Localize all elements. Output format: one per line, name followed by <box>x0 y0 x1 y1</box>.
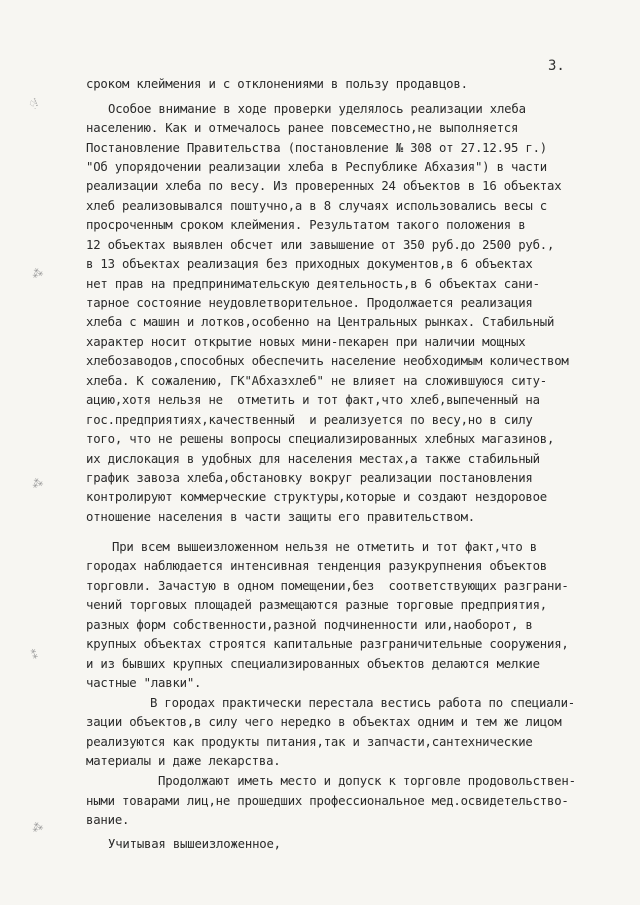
text-line: гос.предприятиях,качественный и реализуется по весу,но в силу <box>86 413 533 427</box>
text-line: сроком клеймения и с отклонениями в пользу продавцов. <box>86 77 468 91</box>
text-line: реализации хлеба по весу. Из проверенных 24 объектов в 16 объектах <box>86 179 562 193</box>
text-line: хлеба. К сожалению, ГК"Абхазхлеб" не влияет на сложившуюся ситу- <box>86 374 548 388</box>
text-line: Учитывая вышеизложенное, <box>108 837 281 851</box>
text-line: При всем вышеизложенном нельзя не отметить и тот факт,что в <box>112 540 537 554</box>
text-line: ными товарами лиц,не прошедших профессиональное мед.освидетельство- <box>86 794 569 808</box>
text-line: зации объектов,в силу чего нередко в объектах одним и тем же лицом <box>86 715 562 729</box>
text-line: торговли. Зачастую в одном помещении,без соответствующих разграни- <box>86 579 569 593</box>
text-line: контролируют коммерческие структуры,которые и создают нездоровое <box>86 490 548 504</box>
binder-mark: ׅ♢ⵂ <box>27 96 39 111</box>
text-line: график завоза хлеба,обстановку вокруг реализации постановления <box>86 471 533 485</box>
text-line: отношение населения в части защиты его правительством. <box>86 510 475 524</box>
binder-mark: ⁂ <box>30 475 44 492</box>
text-line: крупных объектах строятся капитальные разграничительные сооружения, <box>86 637 569 651</box>
text-line: хлебозаводов,способных обеспечить население необходимым количеством <box>86 354 569 368</box>
text-line: Продолжают иметь место и допуск к торговле продовольствен- <box>158 774 576 788</box>
text-line: вание. <box>86 813 130 827</box>
text-line: просроченным сроком клеймения. Результатом такого положения в <box>86 218 526 232</box>
text-line: Особое внимание в ходе проверки уделялось реализации хлеба <box>108 102 526 116</box>
text-line: в 13 объектах реализация без приходных документов,в 6 объектах <box>86 257 533 271</box>
text-line: материалы и даже лекарства. <box>86 754 281 768</box>
text-line: хлеб реализовывался поштучно,а в 8 случаях использовались весы с <box>86 199 548 213</box>
text-line: ацию,хотя нельзя не отметить и тот факт,что хлеб,выпеченный на <box>86 393 540 407</box>
text-line: хлеба с машин и лотков,особенно на Центральных рынках. Стабильный <box>86 315 555 329</box>
text-line: городах наблюдается интенсивная тенденция разукрупнения объектов <box>86 559 548 573</box>
text-line: разных форм собственности,разной подчиненности или,наоборот, в <box>86 618 533 632</box>
text-line: того, что не решены вопросы специализированных хлебных магазинов, <box>86 432 555 446</box>
binder-mark: ⁂ <box>30 819 44 836</box>
text-line: тарное состояние неудовлетворительное. Продолжается реализация <box>86 296 533 310</box>
binder-mark: ⁂ <box>30 265 44 282</box>
text-line: реализуются как продукты питания,так и запчасти,сантехнические <box>86 735 533 749</box>
text-line: Постановление Правительства (постановление № 308 от 27.12.95 г.) <box>86 141 548 155</box>
binder-mark: ⁑ <box>29 648 39 663</box>
page-number: 3. <box>548 58 565 74</box>
text-line: чений торговых площадей размещаются разные торговые предприятия, <box>86 598 548 612</box>
text-line: 12 объектах выявлен обсчет или завышение от 350 руб.до 2500 руб., <box>86 238 555 252</box>
text-line: частные "лавки". <box>86 676 202 690</box>
text-line: нет прав на предпринимательскую деятельность,в 6 объектах сани- <box>86 277 540 291</box>
text-line: населению. Как и отмечалось ранее повсеместно,не выполняется <box>86 121 519 135</box>
text-line: характер носит открытие новых мини-пекарен при наличии мощных <box>86 335 526 349</box>
text-line: В городах практически перестала вестись работа по специали- <box>150 696 575 710</box>
text-line: их дислокация в удобных для населения местах,а также стабильный <box>86 452 540 466</box>
text-line: и из бывших крупных специализированных объектов делаются мелкие <box>86 657 540 671</box>
text-line: "Об упорядочении реализации хлеба в Республике Абхазия") в части <box>86 160 548 174</box>
